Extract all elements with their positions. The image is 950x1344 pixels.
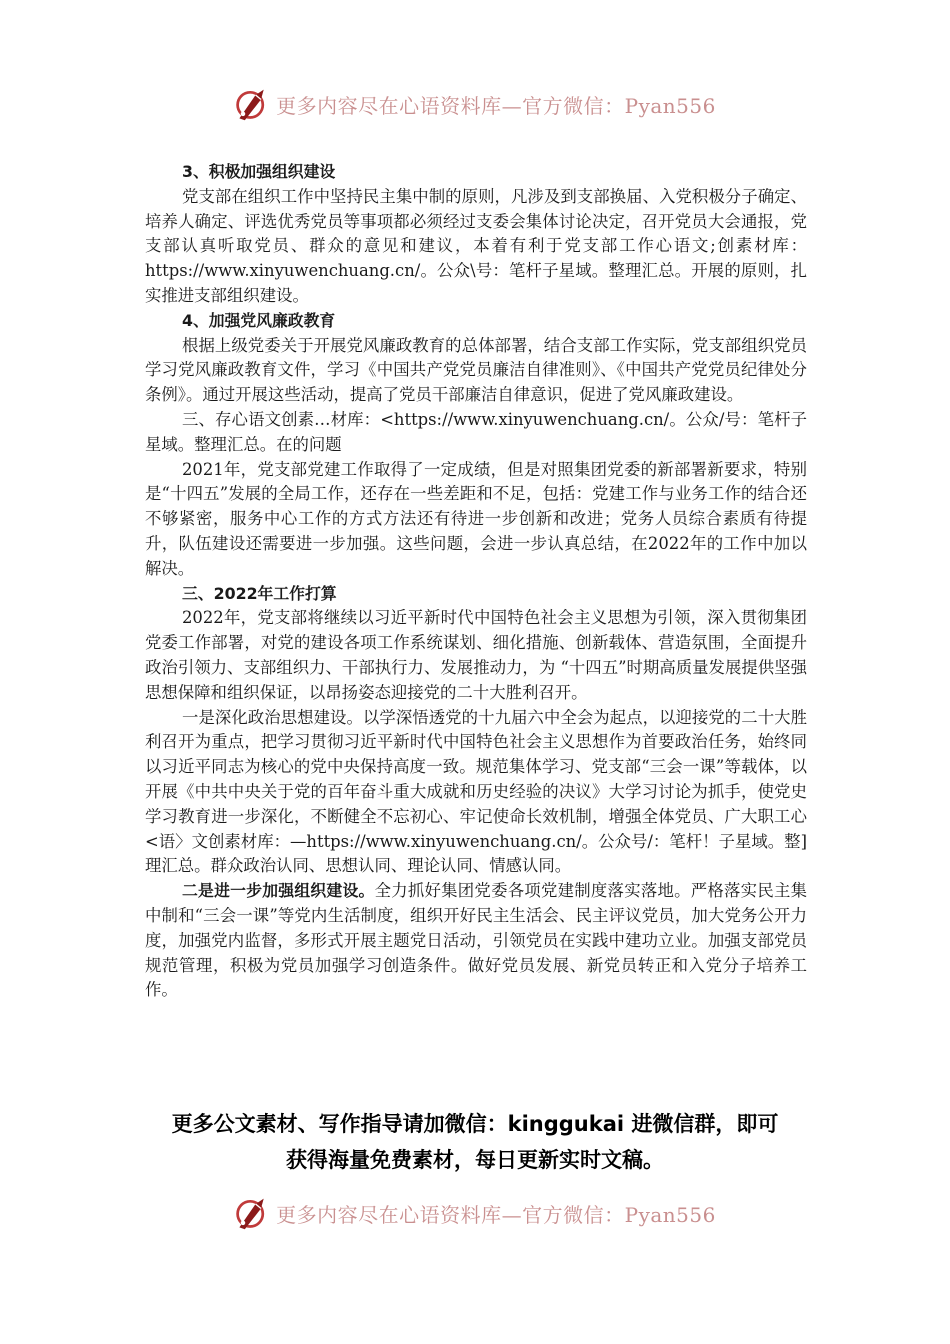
paragraph: 三、存心语文创素…材库：<https://www.xinyuwenchuang.cn/。公众/号：笔杆子星域。整理汇总。在的问题 [145, 409, 807, 454]
paragraph: 一是深化政治思想建设。以学深悟透党的十九届六中全会为起点，以迎接党的二十大胜利召开为重点，把学习贯彻习近平新时代中国特色社会主义思想作为首要政治任务，始终同以习近平同志为核心的党中央保持高度一致。规范集体学习、党支部“三会一课”等载体，以开展《中共中央关于党的百年奋斗重大成就和历史经验的决议》大学习讨论为抓手，使党史学习教育进一步深化，不断健全不忘初心、牢记使命长效机制，增强全体党员、广大职工心<语〉文创素材库：—https://www.xinyuwenchuang.cn/。公众号/：笔杆！子星域。整]理汇总。群众政治认同、思想认同、理论认同、情感认同。 [145, 707, 807, 876]
section-heading: 3、积极加强组织建设 [182, 162, 336, 181]
footer-banner [0, 1188, 950, 1238]
promo-notice-line: 获得海量免费素材，每日更新实时文稿。 [286, 1148, 664, 1172]
section-heading: 4、加强党风廉政教育 [182, 310, 336, 330]
paragraph: 党支部在组织工作中坚持民主集中制的原则，凡涉及到支部换届、入党积极分子确定、培养人确定、评选优秀党员等事项都必须经过支委会集体讨论决定，召开党员大会通报，党支部认真听取党员、群众的意见和建议，本着有利于党支部工作心语文;创素材库：https://www.xinyuwenchuang.cn/。公众\号：笔杆子星域。整理汇总。开展的原则，扎实推进支部组织建设。 [145, 186, 807, 305]
paragraph: 2021年，党支部党建工作取得了一定成绩，但是对照集团党委的新部署新要求，特别是“十四五”发展的全局工作，还存在一些差距和不足，包括：党建工作与业务工作的结合还不够紧密，服务中心工作的方式方法还有待进一步创新和改进；党务人员综合素质有待提升，队伍建设还需要进一步加强。这些问题，会进一步认真总结，在2022年的工作中加以解决。 [145, 459, 807, 578]
promo-notice-line: 更多公文素材、写作指导请加微信：kinggukai 进微信群，即可 [171, 1112, 779, 1136]
footer-banner-text: 更多内容尽在心语资料库—官方微信：Pyan556 [276, 1202, 716, 1227]
paragraph: 根据上级党委关于开展党风廉政教育的总体部署，结合支部工作实际，党支部组织党员学习党风廉政教育文件，学习《中国共产党党员廉洁自律准则》、《中国共产党党员纪律处分条例》。通过开展这些活动，提高了党员干部廉洁自律意识，促进了党风廉政建设。 [145, 335, 807, 405]
fountain-pen-logo-icon [234, 1195, 270, 1231]
paragraph-lead: 二是进一步加强组织建设。 [182, 881, 375, 901]
paragraph-text: 全力抓好集团党委各项党建制度落实落地。严格落实民主集中制和“三会一课”等党内生活制度，组织开好民主生活会、民主评议党员，加大党务公开力度，加强党内监督，多形式开展主题党日活动，引领党员在实践中建功立业。加强支部党员规范管理，积极为党员加强学习创造条件。做好党员发展、新党员转正和入党分子培养工作。 [145, 881, 807, 1000]
header-banner-text: 更多内容尽在心语资料库—官方微信：Pyan556 [276, 93, 716, 118]
header-banner [0, 79, 950, 129]
promo-notice [100, 1106, 850, 1178]
document-body [145, 160, 807, 1003]
fountain-pen-logo-icon [234, 86, 270, 122]
paragraph [145, 879, 807, 1003]
section-heading: 三、2022年工作打算 [182, 583, 337, 603]
paragraph: 2022年，党支部将继续以习近平新时代中国特色社会主义思想为引领，深入贯彻集团党委工作部署，对党的建设各项工作系统谋划、细化措施、创新载体、营造氛围，全面提升政治引领力、支部组织力、干部执行力、发展推动力，为 “十四五”时期高质量发展提供坚强思想保障和组织保证，以昂扬姿态迎接党的二十大胜利召开。 [145, 608, 807, 702]
